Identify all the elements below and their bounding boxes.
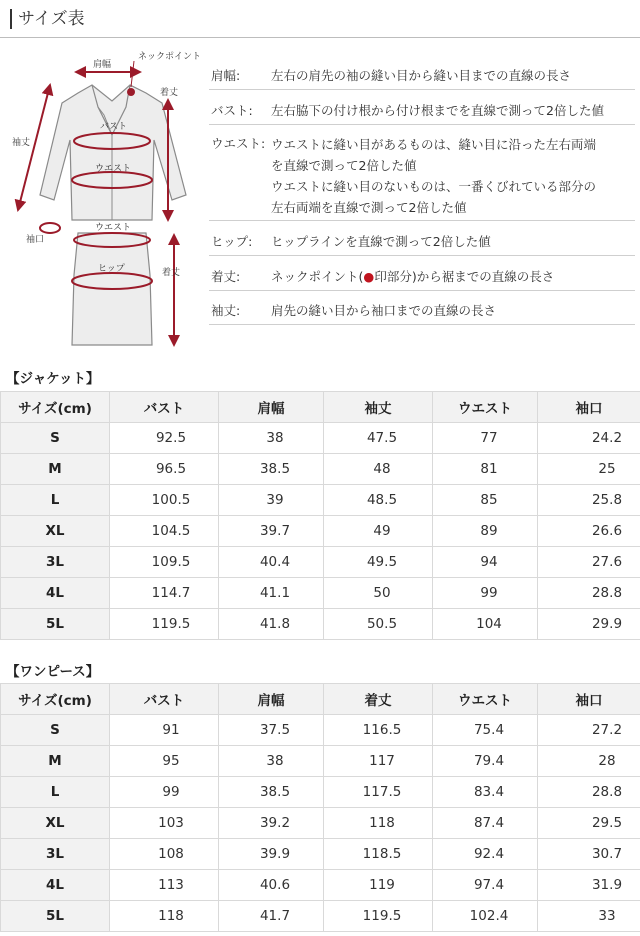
neck-point-dot-icon: ● bbox=[363, 269, 375, 284]
measurement-cell bbox=[433, 423, 538, 454]
column-header: サイズ(cm) bbox=[1, 392, 110, 423]
size-label-cell bbox=[1, 454, 110, 485]
definition-text: 左右両端を直線で測って2倍した値 bbox=[271, 200, 467, 215]
measurement-cell bbox=[324, 454, 433, 485]
definition-label: 着丈: bbox=[211, 269, 241, 284]
size-label-cell bbox=[1, 715, 110, 746]
measurement-cell bbox=[433, 547, 538, 578]
measurement-cell bbox=[538, 609, 640, 640]
column-header: 肩幅 bbox=[219, 392, 324, 423]
measurement-value: 85 bbox=[480, 492, 498, 508]
measurement-value: 117 bbox=[369, 753, 395, 769]
measurement-cell bbox=[110, 516, 219, 547]
measurement-cell bbox=[433, 870, 538, 901]
measurement-cell bbox=[110, 870, 219, 901]
measurement-value: 103 bbox=[158, 815, 184, 831]
measurement-value: 37.5 bbox=[259, 722, 291, 738]
measurement-cell bbox=[110, 839, 219, 870]
size-label: M bbox=[48, 753, 62, 769]
measurement-cell bbox=[110, 777, 219, 808]
measurement-cell bbox=[219, 870, 324, 901]
measurement-cell bbox=[433, 901, 538, 932]
size-label-cell bbox=[1, 485, 110, 516]
measurement-cell bbox=[219, 454, 324, 485]
size-chart-header bbox=[0, 0, 640, 40]
measurement-value: 100.5 bbox=[151, 492, 191, 508]
measurement-value: 119.5 bbox=[362, 908, 402, 924]
measurement-cell bbox=[538, 746, 640, 777]
size-label: 4L bbox=[46, 877, 64, 893]
measurement-cell bbox=[324, 870, 433, 901]
column-header: ウエスト bbox=[433, 392, 538, 423]
measurement-value: 87.4 bbox=[473, 815, 505, 831]
definition-label: 肩幅: bbox=[211, 68, 241, 83]
measurement-value: 24.2 bbox=[591, 430, 623, 446]
table-header-row bbox=[1, 392, 640, 423]
measurement-value: 39.9 bbox=[259, 846, 291, 862]
measurement-cell bbox=[219, 901, 324, 932]
measurement-value: 38.5 bbox=[259, 784, 291, 800]
size-label-cell bbox=[1, 901, 110, 932]
measurement-value: 48 bbox=[373, 461, 391, 477]
jacket-shape bbox=[40, 85, 186, 220]
measurement-value: 77 bbox=[480, 430, 498, 446]
label-sleeve: 袖丈 bbox=[12, 138, 31, 148]
measurement-cell bbox=[538, 547, 640, 578]
measurement-cell bbox=[324, 808, 433, 839]
measurement-value: 116.5 bbox=[362, 722, 402, 738]
measurement-cell bbox=[324, 715, 433, 746]
measurement-value: 40.4 bbox=[259, 554, 291, 570]
measurement-cell bbox=[538, 578, 640, 609]
measurement-value: 99 bbox=[480, 585, 498, 601]
column-header: バスト bbox=[110, 392, 219, 423]
measurement-value: 29.5 bbox=[591, 815, 623, 831]
label-cuff: 袖口 bbox=[26, 235, 45, 245]
size-label: S bbox=[50, 722, 60, 738]
jacket-table-title: 【ジャケット】 bbox=[6, 371, 100, 387]
size-label: L bbox=[50, 492, 60, 508]
table-row bbox=[1, 609, 640, 640]
definition-hip bbox=[209, 221, 635, 256]
measurement-value: 39.2 bbox=[259, 815, 291, 831]
measurement-value: 48.5 bbox=[366, 492, 398, 508]
table-row bbox=[1, 777, 640, 808]
measurement-value: 38 bbox=[266, 430, 284, 446]
definition-sleeve bbox=[209, 291, 635, 325]
measurement-value: 39 bbox=[266, 492, 284, 508]
table-row bbox=[1, 901, 640, 932]
jacket-size-table bbox=[0, 391, 640, 640]
measurement-cell bbox=[538, 485, 640, 516]
measurement-cell bbox=[433, 839, 538, 870]
measurement-value: 108 bbox=[158, 846, 184, 862]
size-label-cell bbox=[1, 870, 110, 901]
measurement-cell bbox=[433, 715, 538, 746]
measurement-value: 28.8 bbox=[591, 585, 623, 601]
size-label: 3L bbox=[46, 554, 64, 570]
measurement-value: 119.5 bbox=[151, 616, 191, 632]
column-header: サイズ(cm) bbox=[1, 684, 110, 715]
measurement-value: 29.9 bbox=[591, 616, 623, 632]
measurement-cell bbox=[433, 609, 538, 640]
measurement-value: 38 bbox=[266, 753, 284, 769]
measurement-cell bbox=[538, 839, 640, 870]
definition-text: ウエストに縫い目のないものは、一番くびれている部分の bbox=[271, 179, 597, 194]
label-hip: ヒップ bbox=[98, 264, 125, 274]
measurement-value: 81 bbox=[480, 461, 498, 477]
size-label-cell bbox=[1, 547, 110, 578]
size-label: M bbox=[48, 461, 62, 477]
measurement-cell bbox=[110, 485, 219, 516]
measurement-value: 27.6 bbox=[591, 554, 623, 570]
measurement-cell bbox=[538, 516, 640, 547]
measurement-value: 40.6 bbox=[259, 877, 291, 893]
definition-text: を直線で測って2倍した値 bbox=[271, 158, 417, 173]
size-label-cell bbox=[1, 746, 110, 777]
measurement-cell bbox=[324, 578, 433, 609]
table-row bbox=[1, 808, 640, 839]
measurement-cell bbox=[538, 777, 640, 808]
title-underline bbox=[0, 37, 640, 38]
measurement-value: 50 bbox=[373, 585, 391, 601]
measurement-value: 30.7 bbox=[591, 846, 623, 862]
definition-text: 印部分)から裾までの直線の長さ bbox=[374, 269, 555, 284]
measurement-cell bbox=[219, 578, 324, 609]
measurement-cell bbox=[219, 715, 324, 746]
table-row bbox=[1, 715, 640, 746]
measurement-value: 109.5 bbox=[151, 554, 191, 570]
measurement-cell bbox=[324, 746, 433, 777]
measurement-cell bbox=[324, 516, 433, 547]
column-header: ウエスト bbox=[433, 684, 538, 715]
measurement-cell bbox=[110, 808, 219, 839]
measurement-cell bbox=[110, 901, 219, 932]
label-waist-top: ウエスト bbox=[95, 164, 132, 174]
table-row bbox=[1, 423, 640, 454]
measurement-value: 26.6 bbox=[591, 523, 623, 539]
column-header: 袖口 bbox=[538, 684, 640, 715]
measurement-cell bbox=[110, 547, 219, 578]
measurement-value: 94 bbox=[480, 554, 498, 570]
measurement-cell bbox=[324, 777, 433, 808]
measurement-diagram bbox=[0, 45, 205, 360]
measurement-value: 92.4 bbox=[473, 846, 505, 862]
size-label: L bbox=[50, 784, 60, 800]
definition-label: 袖丈: bbox=[211, 303, 241, 318]
measurement-value: 113 bbox=[158, 877, 184, 893]
onepiece-table-title: 【ワンピース】 bbox=[6, 664, 100, 680]
measurement-cell bbox=[433, 777, 538, 808]
measurement-cell bbox=[433, 808, 538, 839]
size-label: S bbox=[50, 430, 60, 446]
measurement-value: 91 bbox=[162, 722, 180, 738]
label-shoulder: 肩幅 bbox=[92, 60, 112, 70]
size-label: 4L bbox=[46, 585, 64, 601]
measurement-value: 79.4 bbox=[473, 753, 505, 769]
measurement-value: 38.5 bbox=[259, 461, 291, 477]
measurement-value: 118 bbox=[369, 815, 395, 831]
size-label-cell bbox=[1, 578, 110, 609]
size-label-cell bbox=[1, 808, 110, 839]
measurement-cell bbox=[110, 609, 219, 640]
size-label-cell bbox=[1, 777, 110, 808]
definition-waist bbox=[209, 125, 635, 221]
definition-text: 左右の肩先の袖の縫い目から縫い目までの直線の長さ bbox=[271, 68, 572, 83]
table-row bbox=[1, 870, 640, 901]
measurement-value: 47.5 bbox=[366, 430, 398, 446]
onepiece-size-table bbox=[0, 683, 640, 932]
table-row bbox=[1, 578, 640, 609]
measurement-cell bbox=[219, 808, 324, 839]
label-length-top: 着丈 bbox=[160, 88, 179, 98]
size-label: XL bbox=[45, 523, 65, 539]
measurement-cell bbox=[110, 578, 219, 609]
jacket-table-body bbox=[1, 423, 640, 640]
definition-label: ヒップ: bbox=[211, 234, 253, 249]
column-header: 肩幅 bbox=[219, 684, 324, 715]
measurement-cell bbox=[433, 746, 538, 777]
measurement-value: 104 bbox=[476, 616, 502, 632]
measurement-definitions bbox=[209, 56, 635, 325]
measurement-value: 96.5 bbox=[155, 461, 187, 477]
measurement-cell bbox=[219, 423, 324, 454]
measurement-value: 89 bbox=[480, 523, 498, 539]
measurement-cell bbox=[219, 547, 324, 578]
measurement-value: 114.7 bbox=[151, 585, 191, 601]
table-row bbox=[1, 547, 640, 578]
measurement-value: 25 bbox=[598, 461, 616, 477]
measurement-cell bbox=[538, 454, 640, 485]
label-bust: バスト bbox=[100, 122, 128, 132]
measurement-value: 99 bbox=[162, 784, 180, 800]
measurement-cell bbox=[538, 423, 640, 454]
measurement-cell bbox=[324, 901, 433, 932]
measurement-value: 33 bbox=[598, 908, 616, 924]
definition-bust bbox=[209, 90, 635, 125]
measurement-value: 41.7 bbox=[259, 908, 291, 924]
measurement-cell bbox=[433, 485, 538, 516]
measurement-value: 95 bbox=[162, 753, 180, 769]
measurement-cell bbox=[219, 609, 324, 640]
size-label-cell bbox=[1, 839, 110, 870]
measurement-value: 41.8 bbox=[259, 616, 291, 632]
measurement-cell bbox=[324, 609, 433, 640]
measurement-cell bbox=[219, 839, 324, 870]
measurement-value: 50.5 bbox=[366, 616, 398, 632]
definition-length bbox=[209, 256, 635, 291]
label-waist-skirt: ウエスト bbox=[95, 223, 132, 233]
size-label: XL bbox=[45, 815, 65, 831]
measurement-value: 28.8 bbox=[591, 784, 623, 800]
measurement-cell bbox=[538, 715, 640, 746]
table-row bbox=[1, 746, 640, 777]
measurement-value: 25.8 bbox=[591, 492, 623, 508]
measurement-value: 28 bbox=[598, 753, 616, 769]
measurement-value: 97.4 bbox=[473, 877, 505, 893]
measurement-value: 41.1 bbox=[259, 585, 291, 601]
measurement-value: 49.5 bbox=[366, 554, 398, 570]
measurement-value: 118.5 bbox=[362, 846, 402, 862]
table-row bbox=[1, 516, 640, 547]
definition-text: ネックポイント( bbox=[271, 269, 364, 284]
table-row bbox=[1, 454, 640, 485]
measurement-value: 117.5 bbox=[362, 784, 402, 800]
measurement-value: 31.9 bbox=[591, 877, 623, 893]
measurement-cell bbox=[110, 746, 219, 777]
garment-illustration bbox=[0, 45, 205, 360]
label-length-skirt: 着丈 bbox=[162, 268, 181, 278]
measurement-cell bbox=[433, 454, 538, 485]
measurement-cell bbox=[110, 715, 219, 746]
column-header: 袖丈 bbox=[324, 392, 433, 423]
definition-shoulder bbox=[209, 56, 635, 90]
measurement-cell bbox=[433, 578, 538, 609]
measurement-cell bbox=[324, 485, 433, 516]
measurement-value: 104.5 bbox=[151, 523, 191, 539]
definition-text: ウエストに縫い目があるものは、縫い目に沿った左右両端 bbox=[271, 137, 597, 152]
measurement-cell bbox=[219, 777, 324, 808]
measurement-cell bbox=[324, 547, 433, 578]
measurement-cell bbox=[110, 423, 219, 454]
size-label-cell bbox=[1, 423, 110, 454]
measurement-cell bbox=[538, 808, 640, 839]
definition-text: ヒップラインを直線で測って2倍した値 bbox=[271, 234, 491, 249]
onepiece-table-body bbox=[1, 715, 640, 932]
measurement-value: 92.5 bbox=[155, 430, 187, 446]
measurement-cell bbox=[110, 454, 219, 485]
measurement-value: 39.7 bbox=[259, 523, 291, 539]
measurement-value: 75.4 bbox=[473, 722, 505, 738]
title-bar-mark bbox=[10, 9, 12, 29]
column-header: 袖口 bbox=[538, 392, 640, 423]
table-header-row bbox=[1, 684, 640, 715]
definition-label: バスト: bbox=[211, 103, 253, 118]
size-label: 3L bbox=[46, 846, 64, 862]
size-label-cell bbox=[1, 516, 110, 547]
definition-label: ウエスト: bbox=[211, 136, 266, 151]
measurement-cell bbox=[219, 746, 324, 777]
size-label: 5L bbox=[46, 908, 64, 924]
measurement-cell bbox=[219, 485, 324, 516]
table-row bbox=[1, 839, 640, 870]
column-header: バスト bbox=[110, 684, 219, 715]
table-row bbox=[1, 485, 640, 516]
page-title: サイズ表 bbox=[18, 9, 85, 29]
measurement-cell bbox=[538, 901, 640, 932]
measurement-cell bbox=[433, 516, 538, 547]
measurement-value: 119 bbox=[369, 877, 395, 893]
label-neck-point: ネックポイント bbox=[138, 52, 202, 62]
measurement-value: 118 bbox=[158, 908, 184, 924]
size-label-cell bbox=[1, 609, 110, 640]
measurement-cell bbox=[324, 839, 433, 870]
measurement-cell bbox=[324, 423, 433, 454]
measurement-value: 102.4 bbox=[469, 908, 509, 924]
size-label: 5L bbox=[46, 616, 64, 632]
definition-text: 肩先の縫い目から袖口までの直線の長さ bbox=[271, 303, 497, 318]
measurement-value: 27.2 bbox=[591, 722, 623, 738]
measurement-cell bbox=[219, 516, 324, 547]
column-header: 着丈 bbox=[324, 684, 433, 715]
measurement-value: 49 bbox=[373, 523, 391, 539]
definition-text: 左右脇下の付け根から付け根までを直線で測って2倍した値 bbox=[271, 103, 604, 118]
measurement-value: 83.4 bbox=[473, 784, 505, 800]
neck-point-dot bbox=[127, 88, 135, 96]
measurement-cell bbox=[538, 870, 640, 901]
